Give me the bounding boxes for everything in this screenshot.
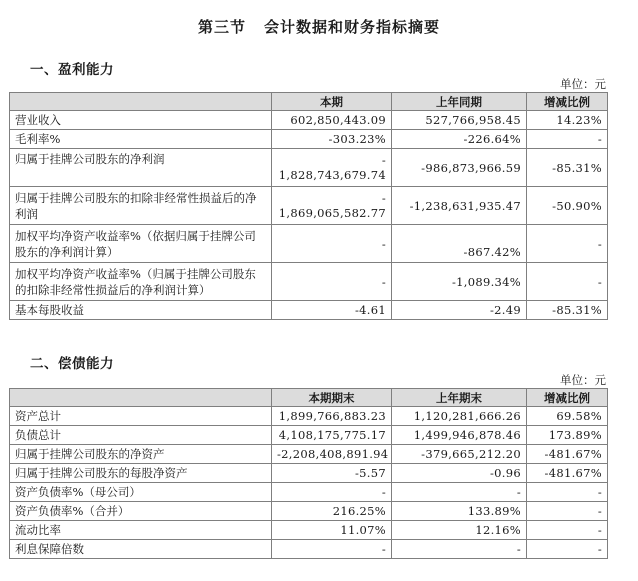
prior-value: -867.42% <box>392 225 527 263</box>
table-row <box>10 483 608 502</box>
header-cell <box>10 389 272 407</box>
prior-value: 527,766,958.45 <box>392 111 527 130</box>
profitability-unit: 单位：元 <box>560 77 606 91</box>
row-label: 资产总计 <box>10 407 272 426</box>
section-name: 会计数据和财务指标摘要 <box>264 18 441 36</box>
solvency-table <box>9 388 608 559</box>
change-value: - <box>527 540 608 559</box>
current-value <box>272 149 392 187</box>
table-row <box>10 301 608 320</box>
change-value: - <box>527 502 608 521</box>
table-header-row <box>10 389 608 407</box>
prior-value: -1,089.34% <box>392 263 527 301</box>
row-label: 利息保障倍数 <box>10 540 272 559</box>
current-value: 1,899,766,883.23 <box>272 407 392 426</box>
table-header-row <box>10 93 608 111</box>
current-value <box>272 187 392 225</box>
prior-value: - <box>392 540 527 559</box>
prior-value: 1,499,946,878.46 <box>392 426 527 445</box>
table-row <box>10 225 608 263</box>
table-row <box>10 426 608 445</box>
profitability-heading: 一、盈利能力 <box>30 62 114 78</box>
row-label: 归属于挂牌公司股东的净资产 <box>10 445 272 464</box>
row-label: 流动比率 <box>10 521 272 540</box>
table-row <box>10 464 608 483</box>
prior-value: 1,120,281,666.26 <box>392 407 527 426</box>
table-row <box>10 149 608 187</box>
solvency-heading: 二、偿债能力 <box>30 356 114 372</box>
page-title <box>0 16 638 37</box>
header-cell: 本期期末 <box>272 389 392 407</box>
row-label: 加权平均净资产收益率%（归属于挂牌公司股东的扣除非经常性损益后的净利润计算） <box>10 263 272 301</box>
current-value: 216.25% <box>272 502 392 521</box>
table-row <box>10 445 608 464</box>
current-value: 4,108,175,775.17 <box>272 426 392 445</box>
prior-value: -1,238,631,935.47 <box>392 187 527 225</box>
prior-value: -226.64% <box>392 130 527 149</box>
header-cell: 增减比例 <box>527 389 608 407</box>
profitability-table <box>9 92 608 320</box>
change-value: - <box>527 130 608 149</box>
prior-value: -2.49 <box>392 301 527 320</box>
table-row <box>10 263 608 301</box>
header-cell: 本期 <box>272 93 392 111</box>
current-value: 11.07% <box>272 521 392 540</box>
row-label: 资产负债率%（母公司） <box>10 483 272 502</box>
row-label: 负债总计 <box>10 426 272 445</box>
table-row <box>10 540 608 559</box>
row-label: 资产负债率%（合并） <box>10 502 272 521</box>
current-value: -303.23% <box>272 130 392 149</box>
row-label: 加权平均净资产收益率%（依据归属于挂牌公司股东的净利润计算） <box>10 225 272 263</box>
current-sign: - <box>381 152 386 167</box>
solvency-unit: 单位：元 <box>560 373 606 387</box>
table-row <box>10 111 608 130</box>
prior-value: 133.89% <box>392 502 527 521</box>
change-value: -481.67% <box>527 464 608 483</box>
row-label: 营业收入 <box>10 111 272 130</box>
current-sign: - <box>381 190 386 205</box>
current-value: -4.61 <box>272 301 392 320</box>
table-row <box>10 407 608 426</box>
table-row <box>10 187 608 225</box>
prior-value: -0.96 <box>392 464 527 483</box>
header-cell <box>10 93 272 111</box>
header-cell: 上年同期 <box>392 93 527 111</box>
table-row <box>10 521 608 540</box>
table-row <box>10 502 608 521</box>
header-cell: 上年期末 <box>392 389 527 407</box>
prior-value: -379,665,212.20 <box>392 445 527 464</box>
current-value: 602,850,443.09 <box>272 111 392 130</box>
current-amount: 1,869,065,582.77 <box>278 205 386 220</box>
table-row <box>10 130 608 149</box>
row-label: 基本每股收益 <box>10 301 272 320</box>
current-value: - <box>272 225 392 263</box>
change-value: -85.31% <box>527 149 608 187</box>
current-value: - <box>272 540 392 559</box>
prior-value: -986,873,966.59 <box>392 149 527 187</box>
row-label: 归属于挂牌公司股东的净利润 <box>10 149 272 187</box>
row-label: 毛利率% <box>10 130 272 149</box>
current-value: - <box>272 263 392 301</box>
change-value: -50.90% <box>527 187 608 225</box>
prior-value: - <box>392 483 527 502</box>
change-value: 14.23% <box>527 111 608 130</box>
current-amount: 1,828,743,679.74 <box>278 167 386 182</box>
change-value: 69.58% <box>527 407 608 426</box>
prior-value: 12.16% <box>392 521 527 540</box>
change-value: - <box>527 225 608 263</box>
change-value: - <box>527 263 608 301</box>
header-cell: 增减比例 <box>527 93 608 111</box>
current-value: -5.57 <box>272 464 392 483</box>
change-value: 173.89% <box>527 426 608 445</box>
change-value: - <box>527 483 608 502</box>
change-value: -85.31% <box>527 301 608 320</box>
row-label: 归属于挂牌公司股东的每股净资产 <box>10 464 272 483</box>
section-number: 第三节 <box>197 18 246 36</box>
current-value: - <box>272 483 392 502</box>
row-label: 归属于挂牌公司股东的扣除非经常性损益后的净利润 <box>10 187 272 225</box>
change-value: - <box>527 521 608 540</box>
change-value: -481.67% <box>527 445 608 464</box>
current-value: -2,208,408,891.94 <box>272 445 392 464</box>
